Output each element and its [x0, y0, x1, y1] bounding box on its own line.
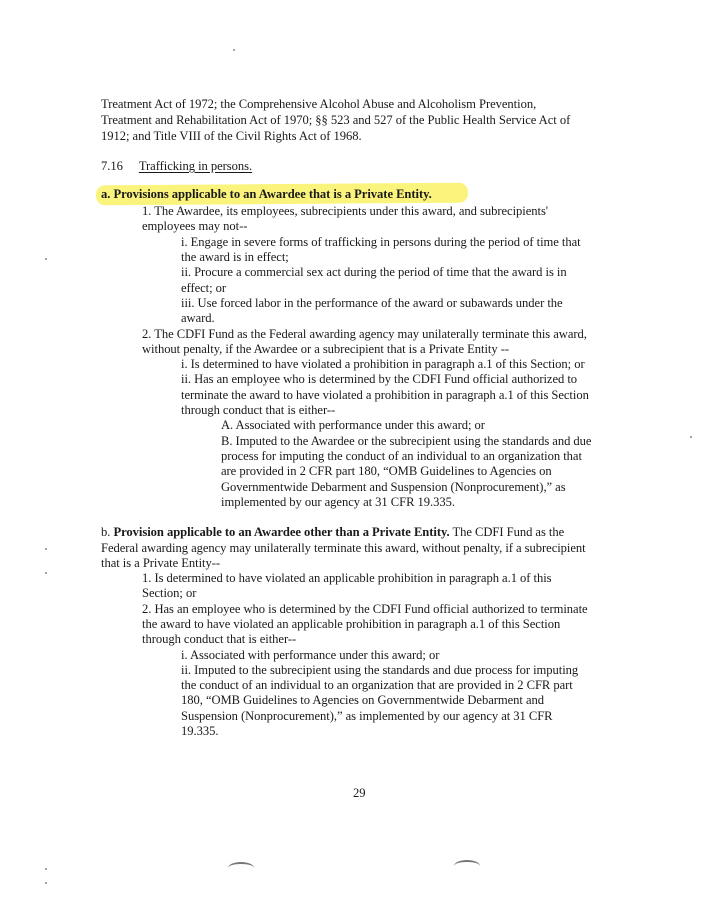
part-a-line: B. Imputed to the Awardee or the subrecipient using the standards and due: [221, 434, 592, 448]
part-b-prefix: b.: [101, 525, 114, 539]
part-b-line: 180, “OMB Guidelines to Agencies on Governmentwide Debarment and: [181, 693, 544, 707]
part-b-line: Suspension (Nonprocurement),” as implemented by our agency at 31 CFR: [181, 709, 553, 723]
part-a-line: employees may not--: [142, 219, 248, 233]
scan-smudge: [228, 862, 254, 874]
part-b-line: the award to have violated an applicable prohibition in paragraph a.1 of this Section: [142, 617, 561, 631]
part-b-line: 1. Is determined to have violated an applicable prohibition in paragraph a.1 of this: [142, 571, 552, 585]
part-a-line: award.: [181, 311, 215, 325]
part-b-line: Section; or: [142, 586, 197, 600]
intro-line: Treatment and Rehabilitation Act of 1970; §§ 523 and 527 of the Public Health Service Act of: [101, 113, 571, 127]
part-b-line: 19.335.: [181, 724, 219, 738]
part-a-line: ii. Procure a commercial sex act during the period of time that the award is in: [181, 265, 567, 279]
part-a-line: A. Associated with performance under this award; or: [221, 418, 485, 432]
part-a-line: the award is in effect;: [181, 250, 289, 264]
part-b-line: ii. Imputed to the subrecipient using the standards and due process for imputing: [181, 663, 579, 677]
part-a-line: through conduct that is either--: [181, 403, 336, 417]
scan-speck: [45, 258, 47, 260]
part-a-line: 1. The Awardee, its employees, subrecipients under this award, and subrecipients': [142, 204, 549, 218]
part-a-line: 2. The CDFI Fund as the Federal awarding agency may unilaterally terminate this award,: [142, 327, 587, 341]
part-a-line: Governmentwide Debarment and Suspension (Nonprocurement),” as: [221, 480, 566, 494]
part-b-heading-rest: The CDFI Fund as the: [449, 525, 565, 539]
part-b-line: Federal awarding agency may unilaterally terminate this award, without penalty, if a subrecipient: [101, 541, 586, 555]
part-a-line: process for imputing the conduct of an individual to an organization that: [221, 449, 582, 463]
scan-speck: [690, 436, 692, 438]
part-a-line: are provided in 2 CFR part 180, “OMB Guidelines to Agencies on: [221, 464, 552, 478]
part-a-line: terminate the award to have violated a prohibition in paragraph a.1 of this Section: [181, 388, 589, 402]
part-a-line: i. Is determined to have violated a prohibition in paragraph a.1 of this Section; or: [181, 357, 585, 371]
page-number: 29: [353, 786, 366, 800]
intro-line: Treatment Act of 1972; the Comprehensive Alcohol Abuse and Alcoholism Prevention,: [101, 97, 537, 111]
intro-line: 1912; and Title VIII of the Civil Rights Act of 1968.: [101, 129, 362, 143]
part-b-line: that is a Private Entity--: [101, 556, 221, 570]
part-a-line: i. Engage in severe forms of trafficking in persons during the period of time that: [181, 235, 581, 249]
part-a-line: effect; or: [181, 281, 227, 295]
section-title: Trafficking in persons.: [138, 159, 253, 173]
part-a-line: ii. Has an employee who is determined by the CDFI Fund official authorized to: [181, 372, 578, 386]
scan-speck: [233, 49, 235, 51]
part-b-line: i. Associated with performance under this award; or: [181, 648, 440, 662]
part-b-line: through conduct that is either--: [142, 632, 297, 646]
part-b-line: the conduct of an individual to an organization that are provided in 2 CFR part: [181, 678, 573, 692]
part-b-heading-bold: Provision applicable to an Awardee other than a Private Entity.: [113, 525, 450, 539]
section-heading: [101, 159, 252, 174]
part-a-line: iii. Use forced labor in the performance of the award or subawards under the: [181, 296, 563, 310]
part-b-heading: [101, 525, 564, 540]
scan-speck: [45, 548, 47, 550]
part-b-line: 2. Has an employee who is determined by the CDFI Fund official authorized to terminate: [142, 602, 588, 616]
scan-speck: [45, 868, 47, 870]
part-a-heading: a. Provisions applicable to an Awardee that is a Private Entity.: [101, 187, 432, 201]
scan-smudge: [454, 860, 480, 872]
part-a-line: implemented by our agency at 31 CFR 19.335.: [221, 495, 455, 509]
scan-speck: [45, 882, 47, 884]
section-number: 7.16: [101, 159, 123, 173]
scan-speck: [45, 572, 47, 574]
part-a-line: without penalty, if the Awardee or a subrecipient that is a Private Entity --: [142, 342, 509, 356]
